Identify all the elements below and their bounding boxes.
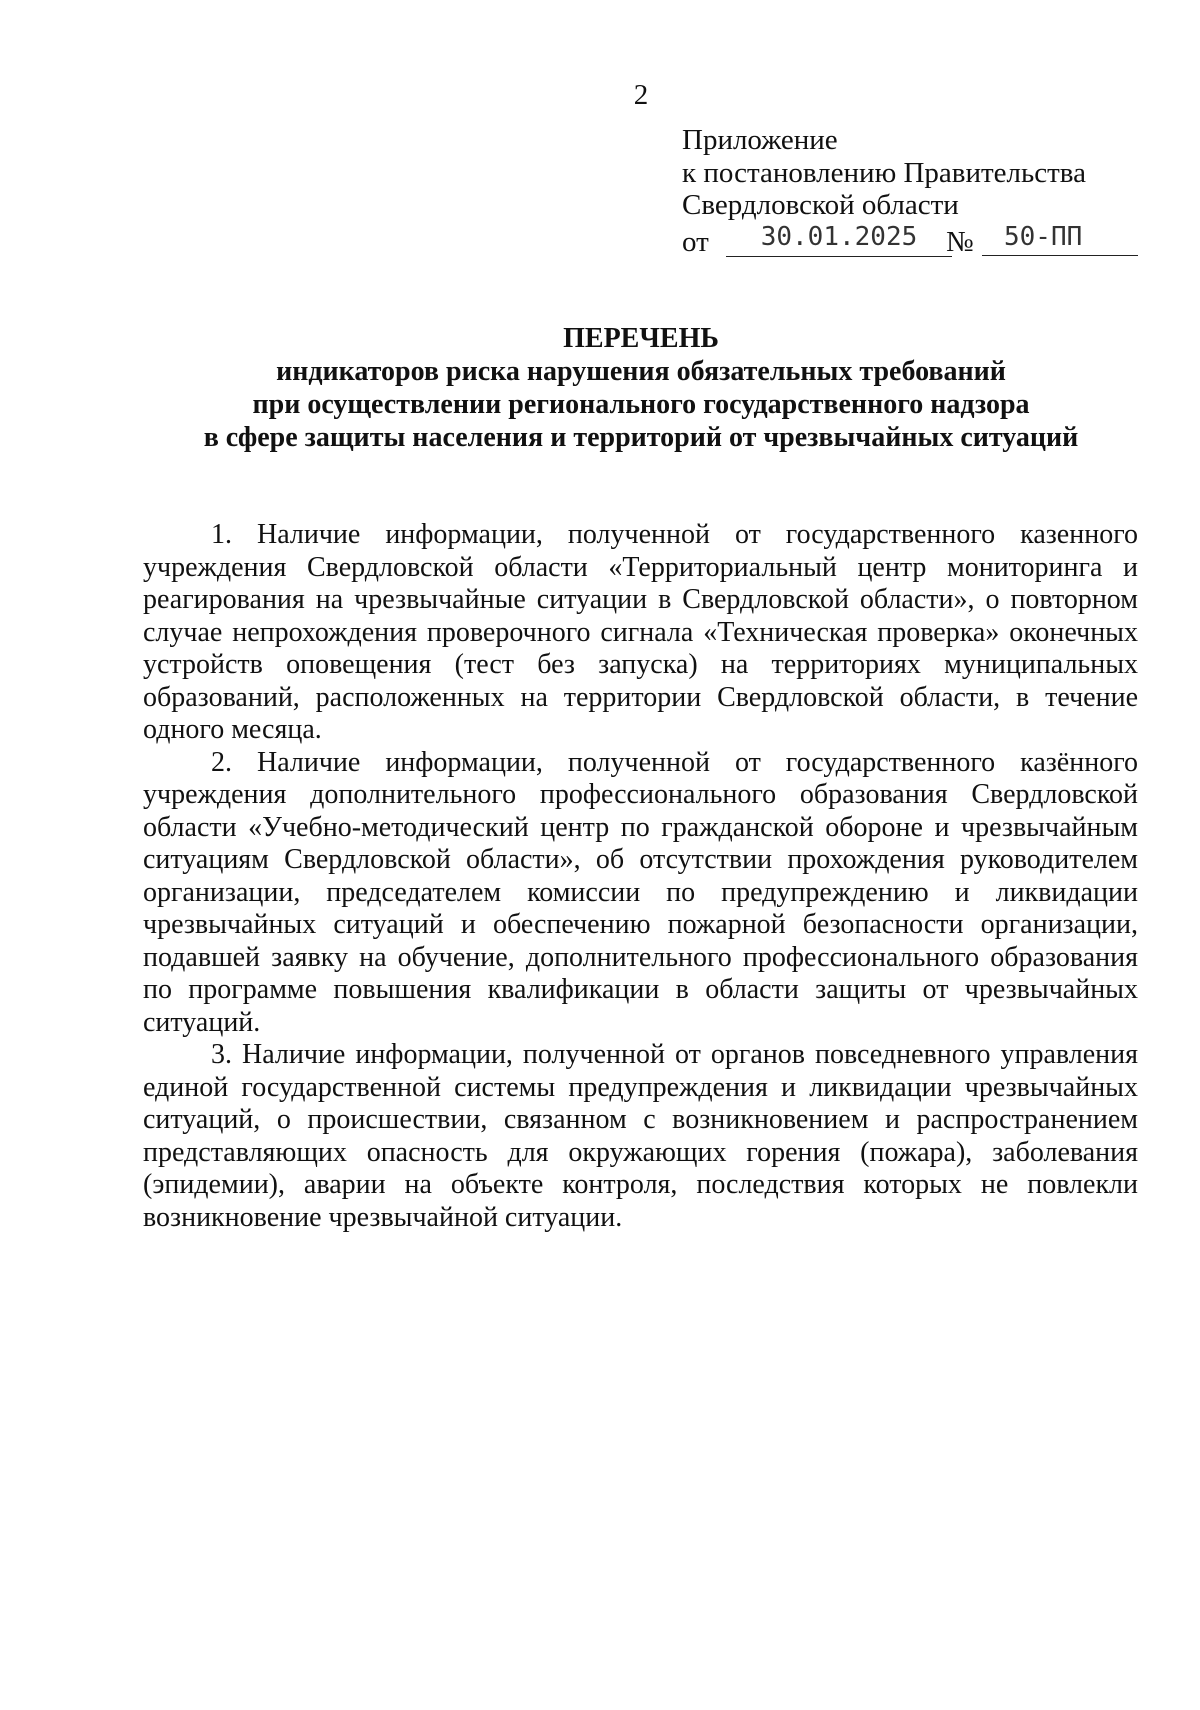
list-item: 1. Наличие информации, полученной от государственного казенного учреждения Свердловской области «Территориальный центр мониторинга и реагирования на чрезвычайные ситуации в Свердловской области», о повторном случае непрохождения проверочного сигнала «Техническая проверка» оконечных устройств оповещения (тест без запуска) на территориях муниципальных образований, расположенных на территории Свердловской области, в течение одного месяца. <box>143 519 1138 745</box>
title-line-3: в сфере защиты населения и территорий от чрезвычайных ситуаций <box>203 422 1079 453</box>
number-sign: № <box>946 225 974 258</box>
appendix-label: Приложение <box>682 124 838 156</box>
title-line-2: при осуществлении регионального государственного надзора <box>252 389 1030 420</box>
appendix-header <box>682 124 1142 258</box>
list-item: 3. Наличие информации, полученной от органов повседневного управления единой государственной системы предупреждения и ликвидации чрезвычайных ситуаций, о происшествии, связанном с возникновением и распространением представляющих опасность для окружающих горения (пожара), заболевания (эпидемии), аварии на объекте контроля, последствия которых не повлекли возникновение чрезвычайной ситуации. <box>143 1039 1138 1233</box>
document-title <box>0 322 1200 454</box>
document-body <box>143 519 1138 1234</box>
resolution-date: 30.01.2025 <box>726 222 952 257</box>
page-number: 2 <box>633 79 649 111</box>
title-heading: ПЕРЕЧЕНЬ <box>563 323 719 354</box>
appendix-date-number-row <box>682 222 1142 258</box>
list-item: 2. Наличие информации, полученной от государственного казённого учреждения дополнительного профессионального образования Свердловской области «Учебно-методический центр по гражданской обороне и чрезвычайным ситуациям Свердловской области», об отсутствии прохождения руководителем организации, председателем комиссии по предупреждению и ликвидации чрезвычайных ситуаций и обеспечению пожарной безопасности организации, подавшей заявку на обучение, дополнительного профессионального образования по программе повышения квалификации в области защиты от чрезвычайных ситуаций. <box>143 746 1138 1038</box>
resolution-number: 50-ПП <box>982 222 1138 256</box>
appendix-region: Свердловской области <box>682 189 959 221</box>
title-line-1: индикаторов риска нарушения обязательных требований <box>276 356 1006 387</box>
appendix-resolution-reference: к постановлению Правительства <box>682 156 1086 189</box>
date-prefix: от <box>682 225 709 258</box>
